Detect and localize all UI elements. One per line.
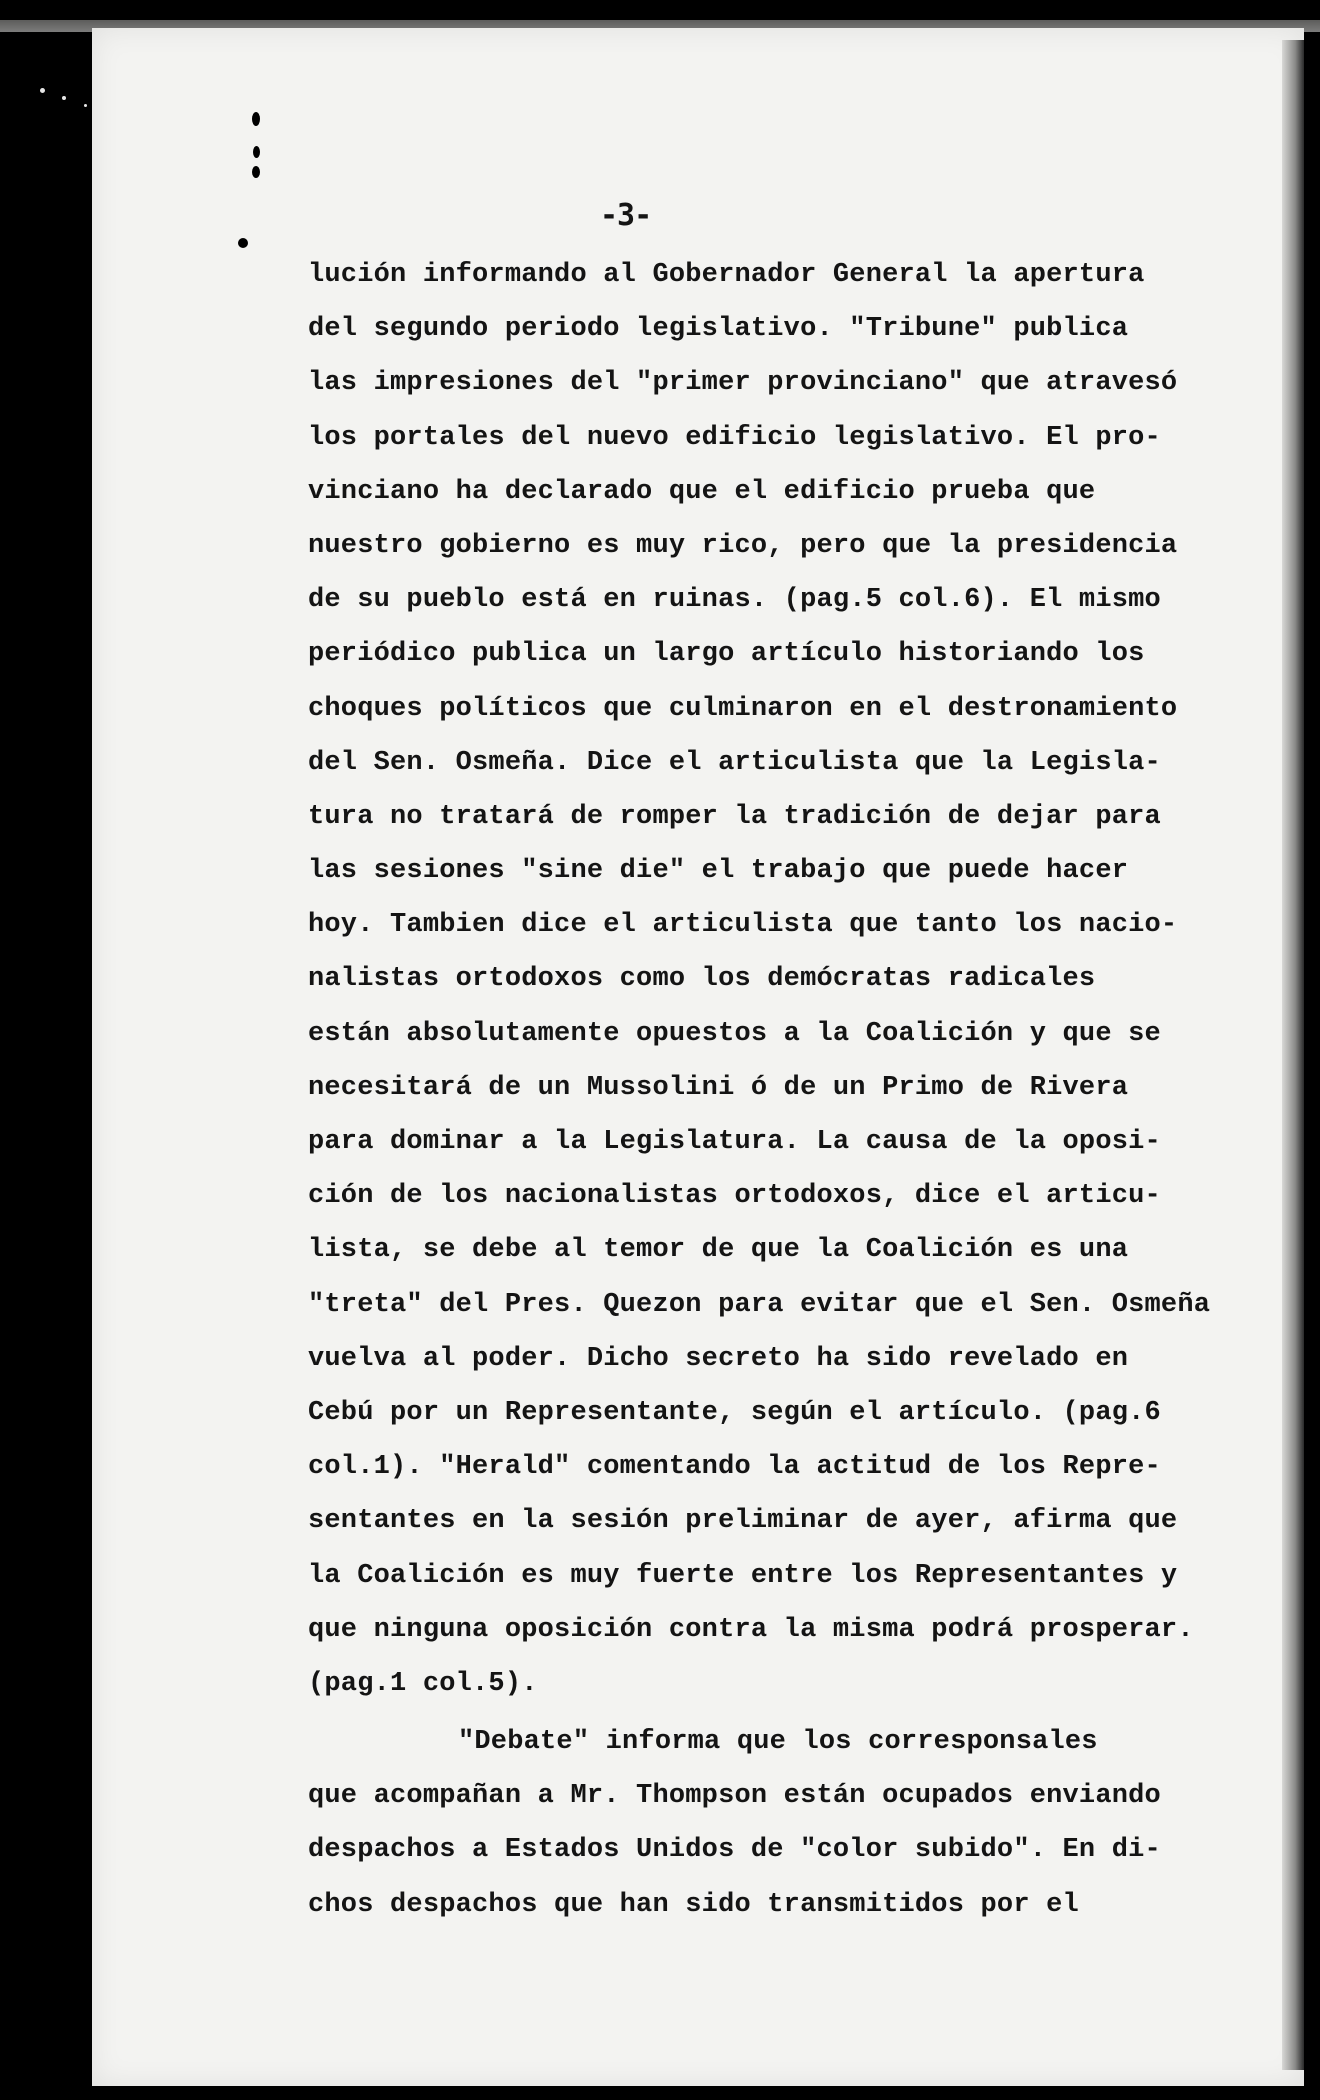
text-line: para dominar a la Legislatura. La causa de la oposi-: [308, 1127, 1161, 1157]
text-line: chos despachos que han sido transmitidos por el: [308, 1889, 1079, 1920]
text-line: vuelva al poder. Dicho secreto ha sido revelado en: [308, 1343, 1129, 1374]
text-line: lución informando al Gobernador General la apertura: [308, 260, 1145, 290]
text-line: las impresiones del "primer provinciano" que atravesó: [308, 368, 1178, 399]
binding-mark: [238, 238, 248, 248]
text-line: "treta" del Pres. Quezon para evitar que el Sen. Osmeña: [308, 1289, 1211, 1320]
binding-mark: [253, 146, 260, 158]
margin-speck: [40, 88, 45, 93]
text-line: los portales del nuevo edificio legislativo. El pro-: [308, 422, 1161, 453]
text-line: (pag.1 col.5).: [308, 1668, 538, 1699]
text-line: tura no tratará de romper la tradición de dejar para: [308, 801, 1161, 832]
binding-mark: [252, 112, 260, 126]
text-line: nalistas ortodoxos como los demócratas radicales: [308, 964, 1096, 995]
text-line: nuestro gobierno es muy rico, pero que la presidencia: [308, 530, 1178, 561]
text-line: las sesiones "sine die" el trabajo que puede hacer: [308, 856, 1129, 887]
text-line: que acompañan a Mr. Thompson están ocupados enviando: [308, 1781, 1161, 1812]
text-line: del Sen. Osmeña. Dice el articulista que la Legisla-: [308, 747, 1161, 778]
text-line: col.1). "Herald" comentando la actitud de los Repre-: [308, 1452, 1161, 1483]
paper-right-edge: [1282, 40, 1304, 2070]
text-line: necesitará de un Mussolini ó de un Primo de Rivera: [308, 1072, 1129, 1103]
text-line-indented: "Debate" informa que los corresponsales: [458, 1727, 1098, 1758]
text-line: hoy. Tambien dice el articulista que tanto los nacio-: [308, 910, 1178, 941]
page-number: -3-: [600, 198, 652, 233]
text-line: choques políticos que culminaron en el destronamiento: [308, 693, 1178, 724]
margin-speck: [62, 96, 66, 100]
binding-mark: [252, 166, 260, 178]
text-line: de su pueblo está en ruinas. (pag.5 col.6). El mismo: [308, 585, 1161, 616]
text-line: sentantes en la sesión preliminar de ayer, afirma que: [308, 1506, 1178, 1537]
text-line: lista, se debe al temor de que la Coalición es una: [308, 1235, 1129, 1266]
text-line: despachos a Estados Unidos de "color subido". En di-: [308, 1835, 1161, 1866]
text-line: del segundo periodo legislativo. "Tribune" publica: [308, 314, 1129, 345]
text-line: la Coalición es muy fuerte entre los Representantes y: [308, 1560, 1178, 1591]
paragraph-2: [308, 1715, 1188, 1932]
text-line: están absolutamente opuestos a la Coalición y que se: [308, 1018, 1161, 1049]
text-line: ción de los nacionalistas ortodoxos, dice el articu-: [308, 1181, 1161, 1212]
text-line: que ninguna oposición contra la misma podrá prosperar.: [308, 1614, 1194, 1645]
text-line: vinciano ha declarado que el edificio prueba que: [308, 476, 1096, 507]
paragraph-1: [308, 248, 1211, 1711]
typewritten-body: [308, 248, 1211, 1932]
text-line: periódico publica un largo artículo historiando los: [308, 639, 1145, 670]
margin-speck: [84, 104, 87, 107]
text-line: Cebú por un Representante, según el artículo. (pag.6: [308, 1397, 1161, 1428]
